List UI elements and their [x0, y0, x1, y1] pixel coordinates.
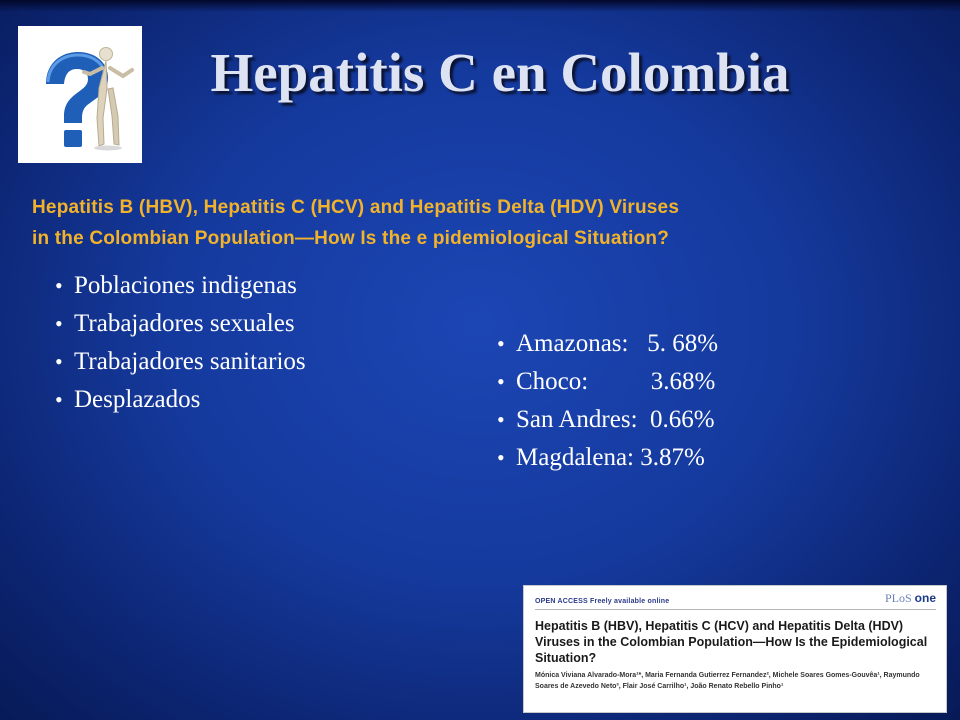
question-mark-figure-icon	[18, 26, 142, 163]
list-item: • Choco: 3.68%	[497, 363, 837, 401]
list-item: • Magdalena: 3.87%	[497, 439, 837, 477]
paper-authors: Mónica Viviana Alvarado-Mora¹*, Maria Fernanda Gutierrez Fernandez², Michele Soares Gomes-Gouvêa¹, Raymundo Soares de Azevedo Neto³, Flair José Carrilho¹, João Renato Rebello Pinho¹	[535, 672, 920, 690]
prevalence-list	[497, 325, 837, 477]
list-item: • Trabajadores sexuales	[55, 305, 315, 343]
population-list	[55, 267, 315, 419]
paper-citation	[32, 192, 912, 254]
journal-logo	[885, 591, 936, 606]
list-item: • Amazonas: 5. 68%	[497, 325, 837, 363]
list-item: • Trabajadores sanitarios	[55, 343, 315, 381]
paper-header-image	[523, 585, 947, 713]
list-item: • San Andres: 0.66%	[497, 401, 837, 439]
open-access-label: OPEN ACCESS Freely available online	[535, 598, 670, 605]
divider	[535, 609, 936, 610]
paper-title: Hepatitis B (HBV), Hepatitis C (HCV) and Hepatitis Delta (HDV) Viruses in the Colombian Population—How Is the Epidemiological Situation?	[535, 619, 928, 665]
slide-title: Hepatitis C en Colombia	[210, 42, 790, 103]
citation-line-2: in the Colombian Population—How Is the e pidemiological Situation?	[32, 228, 670, 249]
list-item: • Desplazados	[55, 381, 315, 419]
citation-line-1: Hepatitis B (HBV), Hepatitis C (HCV) and Hepatitis Delta (HDV) Viruses	[32, 197, 680, 218]
top-shadow-bar	[0, 0, 960, 12]
list-item: • Poblaciones indigenas	[55, 267, 315, 305]
journal-prefix: PLoS	[884, 591, 912, 605]
journal-suffix: one	[914, 591, 936, 605]
